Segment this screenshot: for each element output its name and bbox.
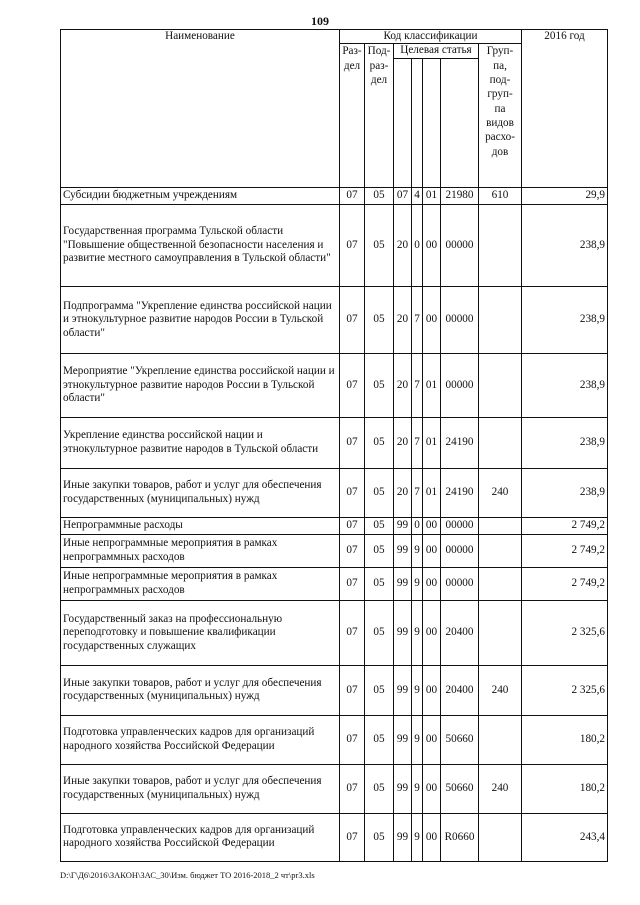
cell-t3: 00 — [423, 204, 441, 286]
cell-t2: 0 — [412, 204, 423, 286]
budget-table — [60, 29, 608, 862]
cell-t1: 20 — [394, 286, 412, 353]
cell-t4: 20400 — [441, 600, 479, 665]
cell-t1: 20 — [394, 468, 412, 517]
table-row — [61, 813, 608, 861]
table-row — [61, 286, 608, 353]
cell-value: 29,9 — [522, 187, 608, 204]
cell-t2: 9 — [412, 813, 423, 861]
cell-t1: 20 — [394, 417, 412, 468]
cell-vr — [479, 534, 522, 567]
cell-pr: 05 — [365, 764, 394, 813]
cell-t4: 50660 — [441, 764, 479, 813]
table-row — [61, 417, 608, 468]
cell-t2: 9 — [412, 665, 423, 715]
cell-t3: 00 — [423, 813, 441, 861]
cell-vr: 240 — [479, 468, 522, 517]
cell-name: Иные закупки товаров, работ и услуг для обеспечения государственных (муниципальных) нужд — [61, 665, 340, 715]
cell-name: Государственный заказ на профессиональную переподготовку и повышение квалификации государственных служащих — [61, 600, 340, 665]
table-row — [61, 665, 608, 715]
cell-t4: 21980 — [441, 187, 479, 204]
cell-t4: 00000 — [441, 353, 479, 417]
cell-rz: 07 — [340, 534, 365, 567]
cell-value: 2 749,2 — [522, 517, 608, 534]
cell-t2: 9 — [412, 764, 423, 813]
cell-t3: 00 — [423, 764, 441, 813]
cell-pr: 05 — [365, 517, 394, 534]
cell-pr: 05 — [365, 286, 394, 353]
cell-name: Подготовка управленческих кадров для организаций народного хозяйства Российской Федерации — [61, 715, 340, 764]
cell-name: Подпрограмма "Укрепление единства российской нации и этнокультурное развитие народов России в Тульской области" — [61, 286, 340, 353]
cell-value: 238,9 — [522, 353, 608, 417]
cell-pr: 05 — [365, 417, 394, 468]
cell-t3: 00 — [423, 517, 441, 534]
cell-t1: 99 — [394, 600, 412, 665]
table-body — [61, 187, 608, 861]
cell-name: Государственная программа Тульской области "Повышение общественной безопасности населения и развитие местного самоуправления в Тульской области" — [61, 204, 340, 286]
table-row — [61, 764, 608, 813]
cell-pr: 05 — [365, 600, 394, 665]
cell-t1: 99 — [394, 764, 412, 813]
header-expense-group: Груп- па, под- груп- па видов расхо- дов — [479, 44, 522, 187]
cell-rz: 07 — [340, 353, 365, 417]
cell-t4: R0660 — [441, 813, 479, 861]
cell-name: Иные непрограммные мероприятия в рамках непрограммных расходов — [61, 534, 340, 567]
cell-vr — [479, 517, 522, 534]
table-row — [61, 204, 608, 286]
cell-t2: 9 — [412, 600, 423, 665]
cell-t1: 20 — [394, 353, 412, 417]
cell-vr — [479, 600, 522, 665]
cell-value: 2 749,2 — [522, 534, 608, 567]
cell-t1: 99 — [394, 665, 412, 715]
cell-t2: 9 — [412, 534, 423, 567]
cell-vr: 240 — [479, 764, 522, 813]
header-podrazdel: Под- раз- дел — [365, 44, 394, 187]
cell-t1: 99 — [394, 567, 412, 600]
cell-t2: 7 — [412, 353, 423, 417]
cell-value: 2 325,6 — [522, 600, 608, 665]
cell-rz: 07 — [340, 468, 365, 517]
cell-value: 180,2 — [522, 764, 608, 813]
table-row — [61, 715, 608, 764]
cell-value: 238,9 — [522, 204, 608, 286]
cell-t4: 00000 — [441, 204, 479, 286]
cell-t4: 24190 — [441, 468, 479, 517]
cell-t4: 00000 — [441, 286, 479, 353]
table-row — [61, 517, 608, 534]
cell-t2: 9 — [412, 567, 423, 600]
cell-name: Иные закупки товаров, работ и услуг для обеспечения государственных (муниципальных) нужд — [61, 764, 340, 813]
cell-value: 2 749,2 — [522, 567, 608, 600]
header-name: Наименование — [61, 30, 340, 188]
cell-t3: 00 — [423, 567, 441, 600]
cell-name: Иные непрограммные мероприятия в рамках непрограммных расходов — [61, 567, 340, 600]
cell-rz: 07 — [340, 204, 365, 286]
cell-vr — [479, 204, 522, 286]
cell-t3: 00 — [423, 286, 441, 353]
cell-t3: 00 — [423, 665, 441, 715]
cell-rz: 07 — [340, 813, 365, 861]
cell-pr: 05 — [365, 468, 394, 517]
cell-pr: 05 — [365, 665, 394, 715]
cell-vr — [479, 286, 522, 353]
cell-rz: 07 — [340, 187, 365, 204]
cell-value: 243,4 — [522, 813, 608, 861]
cell-t2: 7 — [412, 468, 423, 517]
cell-t1: 99 — [394, 517, 412, 534]
cell-value: 238,9 — [522, 286, 608, 353]
cell-pr: 05 — [365, 567, 394, 600]
cell-value: 238,9 — [522, 468, 608, 517]
cell-vr — [479, 567, 522, 600]
table-row — [61, 187, 608, 204]
cell-vr — [479, 353, 522, 417]
cell-value: 238,9 — [522, 417, 608, 468]
cell-name: Иные закупки товаров, работ и услуг для обеспечения государственных (муниципальных) нужд — [61, 468, 340, 517]
cell-name: Укрепление единства российской нации и этнокультурное развитие народов в Тульской области — [61, 417, 340, 468]
cell-t2: 7 — [412, 417, 423, 468]
cell-t1: 99 — [394, 813, 412, 861]
cell-rz: 07 — [340, 286, 365, 353]
header-target-article: Целевая статья — [394, 44, 479, 58]
cell-t4: 24190 — [441, 417, 479, 468]
table-row — [61, 600, 608, 665]
cell-value: 180,2 — [522, 715, 608, 764]
cell-vr — [479, 417, 522, 468]
cell-t2: 9 — [412, 715, 423, 764]
cell-t4: 00000 — [441, 534, 479, 567]
cell-rz: 07 — [340, 417, 365, 468]
cell-pr: 05 — [365, 813, 394, 861]
cell-pr: 05 — [365, 353, 394, 417]
header-classification: Код классификации — [340, 30, 522, 44]
cell-vr: 240 — [479, 665, 522, 715]
table-row — [61, 534, 608, 567]
cell-t3: 00 — [423, 715, 441, 764]
cell-pr: 05 — [365, 715, 394, 764]
cell-t1: 07 — [394, 187, 412, 204]
cell-value: 2 325,6 — [522, 665, 608, 715]
header-razdel: Раз- дел — [340, 44, 365, 187]
cell-rz: 07 — [340, 567, 365, 600]
cell-t4: 50660 — [441, 715, 479, 764]
cell-vr: 610 — [479, 187, 522, 204]
page-number: 109 — [311, 14, 329, 28]
cell-t2: 0 — [412, 517, 423, 534]
cell-pr: 05 — [365, 187, 394, 204]
cell-t3: 01 — [423, 417, 441, 468]
cell-rz: 07 — [340, 517, 365, 534]
cell-t4: 00000 — [441, 517, 479, 534]
cell-vr — [479, 813, 522, 861]
cell-name: Мероприятие "Укрепление единства российской нации и этнокультурное развитие народов России в Тульской области" — [61, 353, 340, 417]
table-row — [61, 567, 608, 600]
cell-t1: 99 — [394, 715, 412, 764]
cell-rz: 07 — [340, 715, 365, 764]
cell-rz: 07 — [340, 665, 365, 715]
cell-name: Непрограммные расходы — [61, 517, 340, 534]
cell-t3: 00 — [423, 600, 441, 665]
cell-rz: 07 — [340, 600, 365, 665]
cell-pr: 05 — [365, 204, 394, 286]
table-row — [61, 468, 608, 517]
cell-t3: 01 — [423, 353, 441, 417]
table-row — [61, 353, 608, 417]
cell-t2: 7 — [412, 286, 423, 353]
cell-t4: 00000 — [441, 567, 479, 600]
cell-t3: 01 — [423, 187, 441, 204]
cell-rz: 07 — [340, 764, 365, 813]
cell-t2: 4 — [412, 187, 423, 204]
cell-t3: 01 — [423, 468, 441, 517]
cell-t3: 00 — [423, 534, 441, 567]
cell-pr: 05 — [365, 534, 394, 567]
cell-name: Подготовка управленческих кадров для организаций народного хозяйства Российской Федерации — [61, 813, 340, 861]
cell-vr — [479, 715, 522, 764]
cell-t4: 20400 — [441, 665, 479, 715]
cell-t1: 20 — [394, 204, 412, 286]
cell-name: Субсидии бюджетным учреждениям — [61, 187, 340, 204]
footer-file-path: D:\Г\Д6\2016\ЗАКОН\ЗАС_30\Изм. бюджет ТО 2016-2018_2 чт\pr3.xls — [60, 870, 315, 880]
header-year: 2016 год — [522, 30, 608, 188]
cell-t1: 99 — [394, 534, 412, 567]
